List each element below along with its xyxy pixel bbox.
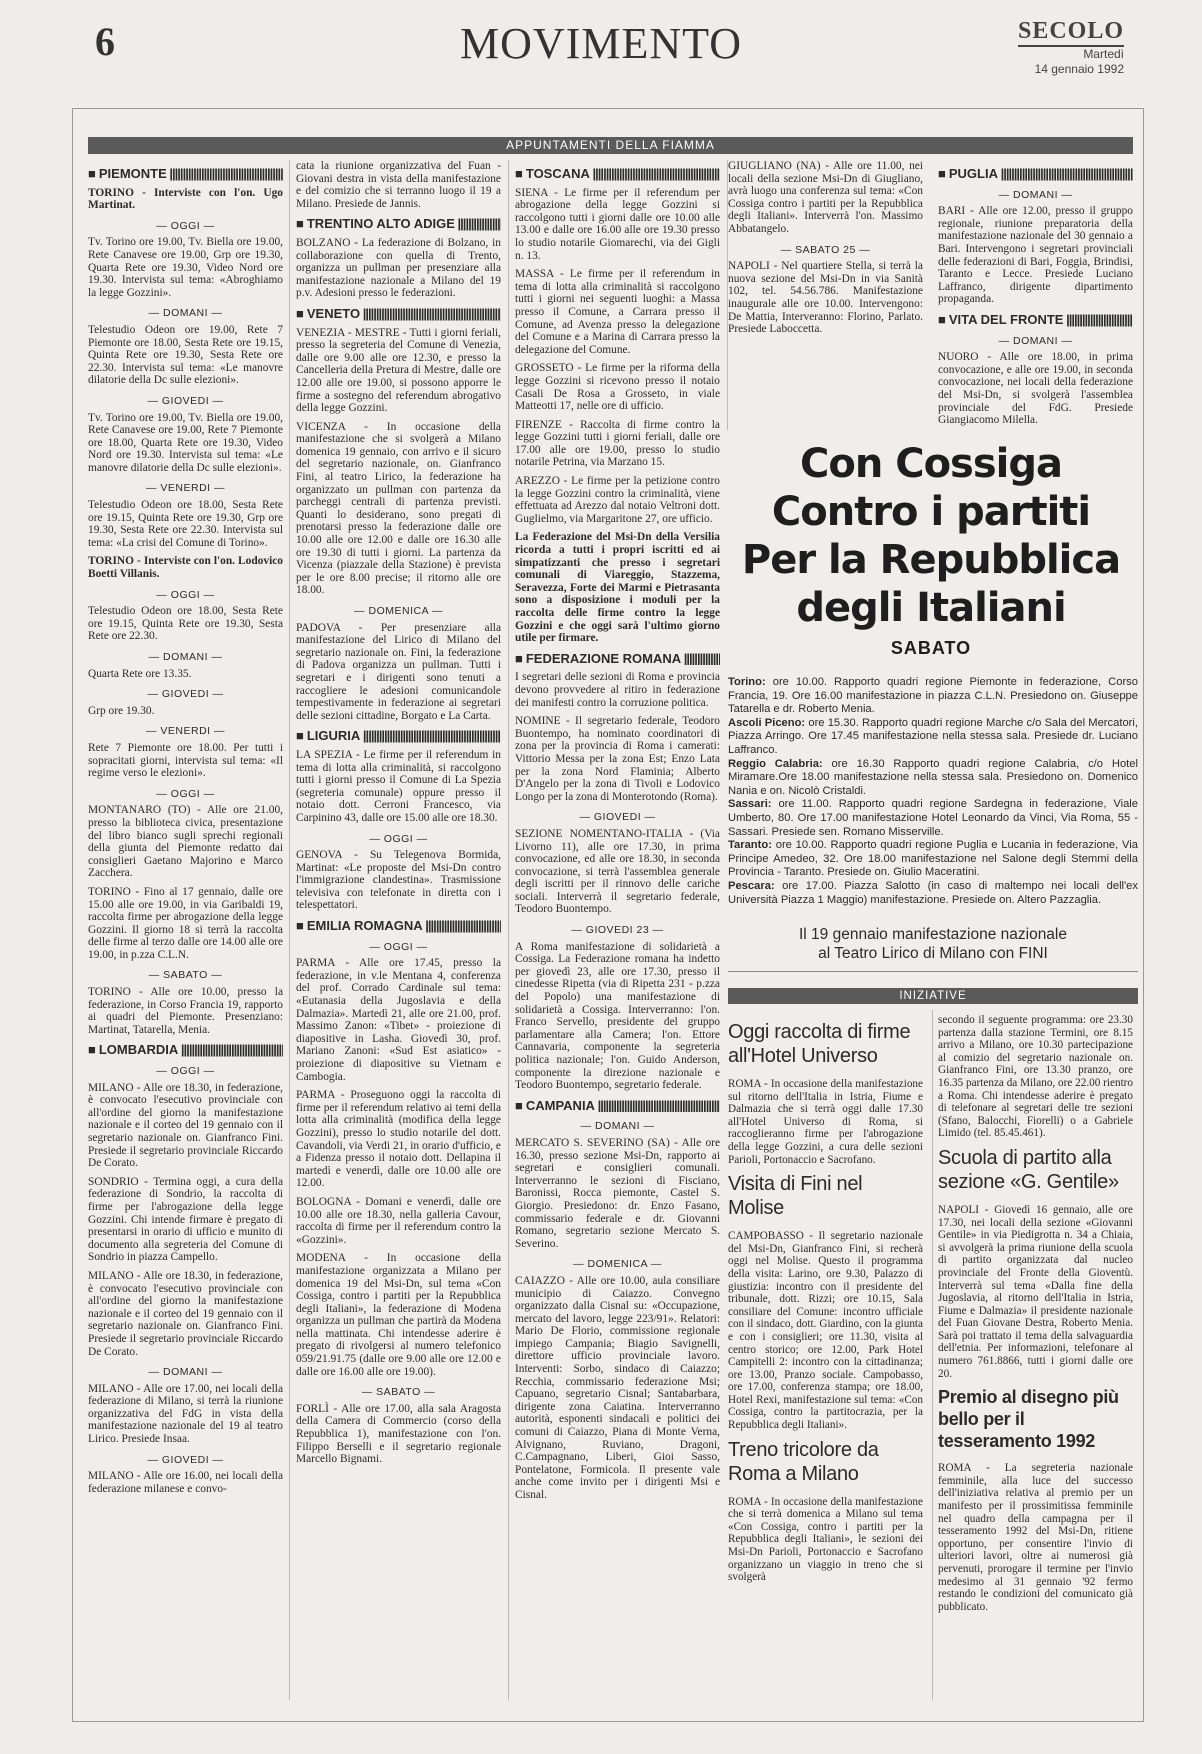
article-text: GROSSETO - Le firme per la riforma della legge Gozzini si ricevono presso il notaio Casali De Rosa a Grosseto, in viale Matteotti 17, nelle ore di ufficio. (515, 362, 720, 413)
article-text: NAPOLI - Nel quartiere Stella, si terrà la nuova sezione del Msi-Dn in via Sanità 102, tel. 54.56.786. Manifestazione inaugurale alle ore 10.00. Intervengono: De Mattia, Interveranno: Florino, Parlato. Presiede Laboccetta. (728, 260, 923, 336)
headline-line: Contro i partiti (771, 489, 1091, 535)
region-heading: ■ PUGLIA ||||||||||||||||||||||||||||||||||||||||||||||||||||||||||||||||||||||||||||| (938, 168, 1133, 181)
schedule-entry: Ascoli Piceno: ore 15.30. Rapporto quadri regione Marche c/o Sala del Mercatori, Piazza Arringo. Ore 17.45 manifestazione nella stessa sala. Presiede dr. Luciano Laffranco. (728, 716, 1138, 756)
appuntamenti-header: APPUNTAMENTI DELLA FIAMMA (88, 137, 1133, 154)
sabato-schedule (728, 676, 1138, 907)
article-text: TORINO - Alle ore 10.00, presso la federazione, in Corso Francia 19, rapporto ai quadri del Piemonte. Presenziano: Martinat, Tatarella, Menia. (88, 986, 283, 1036)
masthead-date: 14 gennaio 1992 (1034, 62, 1124, 76)
day-heading: — OGGI — (156, 787, 215, 800)
region-heading: ■ FEDERAZIONE ROMANA ||||||||||||||||||||||||||||||||||||||||||||||||||||||||||||||||||||||||||||| (515, 653, 720, 666)
article-text: PARMA - Proseguono oggi la raccolta di firme per il referendum relativo ai temi della lotta alla criminalità (modifica della legge Gozzini), presso lo studio notarile del dott. Cavandoli, via Verdi 21, in orario d'ufficio, e a Fidenza presso il notaio dott. Dellapina il martedì e venerdì, dalle ore 10.00 alle ore 12.00. (296, 1089, 501, 1190)
region-heading: ■ VENETO ||||||||||||||||||||||||||||||||||||||||||||||||||||||||||||||||||||||||||||| (296, 308, 501, 321)
article (88, 555, 283, 580)
column-2 (296, 160, 501, 1472)
banner-line: Il 19 gennaio manifestazione nazionale (799, 926, 1067, 943)
day-heading: — DOMANI — (148, 307, 223, 320)
article-text: SEZIONE NOMENTANO-ITALIA - (Via Livorno 11), alle ore 17.30, in prima convocazione, ed alle ore 18.30, in seconda convocazione, si terrà l'assemblea generale degli iscritti per il rinnovo delle cariche sociali. Interverrà il segretario federale, Teodoro Buontempo. (515, 827, 720, 916)
day-heading: — DOMANI — (148, 651, 223, 663)
masthead (1018, 18, 1124, 77)
article-text: TORINO - Interviste con l'on. Ugo Martinat. (88, 186, 283, 212)
day-heading: — OGGI — (156, 219, 215, 232)
article-text: PADOVA - Per presenziare alla manifestazione del Lirico di Milano del segretario nazionale on. Fini, la federazione di Padova organizza un pullman. Tutti i segretari e i dirigenti sono tenuti a raccogliere le adesioni comunicandole tempestivamente in federazione ai segretari delle sezioni cittadine, Borgato e La Carta. (296, 621, 501, 722)
column-4 (938, 160, 1133, 433)
article-text: GIUGLIANO (NA) - Alle ore 11.00, nei locali della sezione Msi-Dn di Giugliano, avrà luogo una conferenza sul tema: «Con Cossiga contro i partiti per la Repubblica degli Italiani». Interverrà l'on. Massimo Abbatangelo. (728, 160, 923, 235)
article-text: MILANO - Alle ore 18.30, in federazione, è convocato l'esecutivo provinciale con all'ordine del giorno la manifestazione nazionale e il corteo del 19 gennaio con il segretario nazionale on. Gianfranco Fini. Presiede il segretario provinciale Riccardo De Corato. (88, 1269, 283, 1358)
article-text: Telestudio Odeon ore 18.00, Sesta Rete ore 19.15, Quinta Rete ore 19.30, Grp ore 19.30, Sesta Rete ore 22.30. Intervista sul tema: «La crisi del Comune di Torino». (88, 499, 283, 549)
article-text: ROMA - In occasione della manifestazione sul ritorno dell'Italia in Istria, Fiume e Dalmazia che si terrà oggi dalle 17.30 all'Hotel Universo di Roma, si raccoglieranno firme per l'abrogazione della legge Gozzini, a cura delle sezioni Parioli, Portonaccio e Sacrofano. (728, 1078, 923, 1166)
section-title: MOVIMENTO (460, 19, 742, 68)
day-heading: — OGGI — (369, 940, 428, 953)
schedule-entry: Pescara: ore 17.00. Piazza Salotto (in caso di maltempo nei locali dell'ex Università Piazza 1 Maggio) manifestazione. Presiede on. Altero Pazzaglia. (728, 879, 1138, 906)
column-1 (88, 160, 283, 1501)
article-text: CAIAZZO - Alle ore 10.00, aula consiliare municipio di Caiazzo. Convegno organizzato dalla Cisnal su: «Occupazione, mercato del lavoro, legge 223/91». Relatori: Mario De Florio, commissione regionale impiego Campania; Biagio Savignelli, direttore ufficio provinciale lavoro. Interventi: Sorbo, sindaco di Caiazzo; Recchia, commissario federazione Msi; Capuano, segretario Cisnal; Santabarbara, dirigente zona Caiatina. Interverranno autorità, esponenti sindacali e politici dei comuni di Caiazzo, Piana di Monte Verna, Alvignano, Ruviano, Dragoni, C.Campagnano, Liberi, Gioi Sasso, Pontelatone, Formicola. Il presente vale anche come invito per i dirigenti Msi e Cisnal. (515, 1274, 720, 1501)
article-text: MASSA - Le firme per il referendum in tema di lotta alla criminalità si raccolgono tutti i giorni nei seguenti luoghi: a Massa presso il Comune, a Carrara presso il Comune, ad Avenza presso la delegazione del Comune e a Marina di Carrara presso la delegazione del Comune. (515, 268, 720, 356)
article-text: BOLZANO - La federazione di Bolzano, in collaborazione con quella di Trento, organizza un pullman per presenziare alla manifestazione nazionale a Milano del 19 p.v. Adesioni presso le federazioni. (296, 236, 501, 300)
day-heading: — SABATO — (361, 1386, 436, 1399)
article-text: GENOVA - Su Telegenova Bormida, Martinat: «Le proposte del Msi-Dn contro l'immigrazione clandestina». Trasmissione televisiva con telefonate in diretta con i telespettatori. (296, 849, 501, 912)
article-text: Telestudio Odeon ore 18.00, Sesta Rete ore 19.15, Quinta Rete ore 19.30, Sesta Rete ore 22.30. (88, 605, 283, 643)
day-heading: — DOMENICA — (573, 1258, 662, 1271)
day-heading: — GIOVEDI — (579, 811, 656, 824)
region-heading: ■ LOMBARDIA ||||||||||||||||||||||||||||||||||||||||||||||||||||||||||||||||||||||||||||| (88, 1044, 283, 1057)
article (88, 187, 283, 212)
region-heading: ■ EMILIA ROMAGNA ||||||||||||||||||||||||||||||||||||||||||||||||||||||||||||||||||||||||||||| (296, 920, 501, 933)
day-heading: — OGGI — (156, 588, 215, 601)
article-text: SONDRIO - Termina oggi, a cura della federazione di Sondrio, la raccolta di firme per l'abrogazione della legge Gozzini. Chi intende firmare è pregato di presentarsi in orario di ufficio e munito di documento alla segreteria del Comune di Sondrio in piazza Campello. (88, 1175, 283, 1264)
article-headline: Premio al disegno più bello per il tesseramento 1992 (938, 1387, 1119, 1452)
article-text: TORINO - Fino al 17 gennaio, dalle ore 15.00 alle ore 19.00, in via Garibaldi 19, raccolta firme per abrogazione della legge Gozzini. Il giorno 18 si terrà la raccolta delle firme al terzo dalle ore 14.00 alle ore 19.00, in p.zza C.L.N. (88, 885, 283, 961)
article-headline: Scuola di partito alla sezione «G. Gentile» (938, 1146, 1119, 1193)
column-rule (508, 160, 509, 1700)
article-text: Tv. Torino ore 19.00, Tv. Biella ore 19.00, Rete Canavese ore 19.00, Rete 7 Piemonte ore 18.00, Quarta Rete ore 19.30, Video Nord ore 19.30. Intervista sul tema: «Le manovre dilatorie della Dc sulle elezioni». (88, 411, 283, 474)
article-text: FORLÌ - Alle ore 17.00, alla sala Aragosta della Camera di Commercio (corso della Repubblica 1), manifestazione con l'on. Filippo Berselli e il segretario regionale Marcello Bignami. (296, 1402, 501, 1466)
article-headline: Treno tricolore da Roma a Milano (728, 1438, 879, 1485)
day-heading: — DOMANI — (148, 1366, 223, 1379)
day-heading: — DOMANI — (998, 334, 1073, 347)
article-text: NOMINE - Il segretario federale, Teodoro Buontempo, ha nominato coordinatori di zona per la provincia di Roma i camerati: Vittorio Messa per la zona Est; Enzo Lata per la zona Nord Flaminia; Alberto D'Angelo per la zona di Tivoli e Lodovico Longo per la zona di Monterotondo (Roma). (515, 715, 720, 803)
article-text: MILANO - Alle ore 16.00, nei locali della federazione milanese e convo- (88, 1470, 283, 1495)
day-heading: — GIOVEDI — (147, 1453, 224, 1466)
milano-banner (728, 925, 1138, 972)
article-text: ROMA - In occasione della manifestazione che si terrà domenica a Milano sul tema «Con Cossiga, contro i partiti per la Repubblica degli Italiani», le sezioni dei Msi-Dn Parioli, Portonaccio e Sacrofano organizzano un viaggio in treno che si svolgerà (728, 1495, 923, 1584)
column-3 (515, 160, 720, 1508)
article-text: I segretari delle sezioni di Roma e provincia devono provvedere al ritiro in federazione dei manifesti contro la corruzione politica. (515, 671, 720, 709)
iniziative-column-left (728, 1014, 923, 1590)
masthead-name: SECOLO (1018, 18, 1124, 47)
page-number: 6 (95, 19, 115, 64)
article-text: MERCATO S. SEVERINO (SA) - Alle ore 16.30, presso sezione Msi-Dn, rapporto ai segretari e consiglieri comunali. Interverranno le sezioni di Fisciano, Baronissi, Rocca piemonte, Castel S. Giorgio. Presiedono: dr. Enzo Fasano, commissario federale e dr. Giovanni Romano, segretario sezione Mercato S. Severino. (515, 1136, 720, 1250)
article-text: secondo il seguente programma: ore 23.30 partenza dalla stazione Termini, ore 8.15 arrivo a Milano, ore 10.30 partecipazione al comizio del segretario nazionale on. Gianfranco Fini, ore 13.30 pranzo, ore 16.35 partenza da Milano, ore 22.00 rientro a Roma. Chi intendesse aderire è pregato di telefonare al segretari delle tre sezioni (Sfano, Balocchi, Fiorelli) o a Gabriele Limido (tel. 85.45.461). (938, 1014, 1133, 1140)
article-text: PARMA - Alle ore 17.45, presso la federazione, in v.le Mentana 4, conferenza del prof. Corrado Cardinale sul tema: «Eutanasia della Jugoslavia e della Dalmazia». Martedì 21, alle ore 21.00, prof. Massimo Zanon: «Tibet» - proiezione di diapositive in Lasha. Giovedì 30, prof. Mariano Zanoni: «Sud Est asiatico» - proiezione di diapositive su Vietnam e Cambogia. (296, 957, 501, 1083)
schedule-entry: Sassari: ore 11.00. Rapporto quadri regione Sardegna in federazione, Viale Umberto, 80. Ore 17.00 manifestazione Hotel Leonardo da Vinci, Via Roma, 55 - Sassari. Presiede sen. Romano Misserville. (728, 798, 1138, 838)
article-text: MILANO - Alle ore 18.30, in federazione, è convocato l'esecutivo provinciale con all'ordine del giorno la manifestazione nazionale e il corteo del 19 gennaio con il segretario nazionale on. Gianfranco Fini. Presiede il segretario provinciale Riccardo De Corato. (88, 1081, 283, 1170)
article-text: La Federazione del Msi-Dn della Versilia ricorda a tutti i propri iscritti ed ai simpatizzanti che presso i segretari comunali di Viareggio, Stazzema, Seravezza, Forte dei Marmi e Pietrasanta sono a disposizione i moduli per la raccolta delle firme contro la legge Gozzini e che oggi sarà l'ultimo giorno utile per firmare. (515, 531, 720, 645)
day-heading: — SABATO — (148, 969, 223, 982)
article-text: FIRENZE - Raccolta di firme contro la legge Gozzini tutti i giorni feriali, dalle ore 17.00 alle ore 19.00, presso lo studio notarile Petrina, via Marzano 15. (515, 418, 720, 469)
article-text: MILANO - Alle ore 17.00, nei locali della federazione di Milano, si terrà la riunione organizzativa del FdG in vista della manifestazione nazionale del 19 al teatro Lirico. Presiede Insaa. (88, 1382, 283, 1446)
article-text: Grp ore 19.30. (88, 704, 155, 717)
article-text: MONTANARO (TO) - Alle ore 21.00, presso la biblioteca civica, presentazione del libro bianco sugli sprechi regionali della giunta del Piemonte redatto dai consiglieri Gaetano Majorino e Marco Zacchera. (88, 804, 283, 880)
region-heading: ■ LIGURIA ||||||||||||||||||||||||||||||||||||||||||||||||||||||||||||||||||||||||||||| (296, 730, 501, 743)
sabato-subheading: SABATO (890, 638, 972, 658)
day-heading: — DOMANI — (998, 188, 1073, 201)
article-text: ROMA - La segreteria nazionale femminile, alla luce del successo dell'iniziativa relativa al premio per un manifesto per il prossimitissa femminile nel quadro della campagna per il tesseramento 1992 del Msi-Dn, ritiene opportuno, per consentire l'invio di ulteriori lavori, oltre ai numerosi già pervenuti, prorogare il termine per l'invio medesimo al 31 gennaio '92 fermo restando le condizioni del comunicato già pubblicato. (938, 1462, 1133, 1613)
headline-line: degli Italiani (796, 585, 1066, 631)
article-text: LA SPEZIA - Le firme per il referendum in tema di lotta alla criminalità, si raccolgono tutti i giorni presso il Comune di La Spezia (segreteria comunale) oppure presso il notaio dott. Cerroni Francesco, via Carpinino 43, dalle ore 15.00 alle ore 18.30. (296, 748, 501, 824)
article-text: Tv. Torino ore 19.00, Tv. Biella ore 19.00, Rete Canavese ore 19.00, Grp ore 19.30, Quarta Rete ore 19.30, Video Nord ore 19.30. Intervista sul tema: «Abroghiamo la legge Gozzini». (88, 236, 283, 299)
article-text: Telestudio Odeon ore 19.00, Rete 7 Piemonte ore 18.00, Sesta Rete ore 19.15, Quinta Rete ore 19.30, Sesta Rete ore 22.30. Intervista sul tema: «Le manovre dilatorie della Dc sulle elezioni». (88, 323, 283, 387)
article-text: NAPOLI - Giovedì 16 gennaio, alle ore 17.30, nei locali della sezione «Giovanni Gentile» in via Piedigrotta n. 34 a Chiaia, si avvolgerà la prima riunione della scuola di partito organizzata dal nucleo provinciale del Fronte della Gioventù. Interverrà sul tema «Dalla fine della Jugoslavia, al ritorno dell'Italia in Istria, Fiume e Dalmazia» il presidente nazionale del Fuan Giovane Destra, Roberto Menia. Sarà poi trattato il tema della salvaguardia dell'etnia. Per informazioni, telefonare al numero 761.8866, tutti i giorni dalle ore 20. (938, 1203, 1133, 1380)
headline-line: Con Cossiga (799, 441, 1063, 487)
article-text: TORINO - Interviste con l'on. Lodovico Boetti Villanis. (88, 555, 283, 581)
region-heading: ■ TRENTINO ALTO ADIGE ||||||||||||||||||||||||||||||||||||||||||||||||||||||||||||||||||||||||||||| (296, 218, 501, 231)
article-text: BOLOGNA - Domani e venerdì, dalle ore 10.00 alle ore 18.30, nella galleria Cavour, raccolta di firme per il referendum contro la «Gozzini». (296, 1195, 501, 1246)
day-heading: — GIOVEDI — (147, 394, 224, 407)
day-heading: — DOMENICA — (354, 605, 443, 617)
iniziative-column-right (938, 1014, 1133, 1619)
article-text: cata la riunione organizzativa del Fuan - Giovani destra in vista della manifestazione e del comizio che si terranno luogo il 19 a Milano. Presiede de Jannis. (296, 160, 501, 210)
day-heading: — GIOVEDI 23 — (571, 924, 664, 937)
day-heading: — VENERDI — (145, 725, 225, 738)
masthead-weekday: Martedì (1083, 47, 1124, 61)
article-text: Rete 7 Piemonte ore 18.00. Per tutti i sopracitati giorni, intervista sul tema: «Il regime verso le elezioni». (88, 741, 283, 780)
region-heading: ■ VITA DEL FRONTE ||||||||||||||||||||||||||||||||||||||||||||||||||||||||||||||||||||||||||||| (938, 314, 1133, 327)
article-text: BARI - Alle ore 12.00, presso il gruppo regionale, riunione preparatoria della manifestazione nazionale del 30 gennaio a Bari. Intervengono i segretari provinciali delle federazioni di Bari, Foggia, Brindisi, Taranto e Lecce. Presiede Luciano Laffranco, dirigente dipartimento propaganda. (938, 205, 1133, 306)
region-heading: ■ CAMPANIA ||||||||||||||||||||||||||||||||||||||||||||||||||||||||||||||||||||||||||||| (515, 1100, 720, 1113)
day-heading: — OGGI — (369, 832, 428, 845)
article (515, 531, 720, 644)
column-rule (289, 160, 290, 1700)
article-text: AREZZO - Le firme per la petizione contro la legge Gozzini contro la criminalità, viene effettuata ad Arezzo dal notaio Veltroni dott. Guglielmo, via Margaritone 27, ore ufficio. (515, 475, 720, 525)
schedule-entry: Taranto: ore 10.00. Rapporto quadri regione Puglia e Lucania in federazione, Via Principe Amedeo, 32. Ore 18.00 manifestazione nel Salone degli Stemmi della Provincia - Taranto. Presiede on. Giulio Maceratini. (728, 839, 1139, 879)
day-heading: — DOMANI — (580, 1120, 655, 1133)
day-heading: — VENERDI — (145, 482, 225, 495)
schedule-entry: Reggio Calabria: ore 16.30 Rapporto quadri regione Calabria, c/o Hotel Miramare.Ore 18.00 manifestazione nella stessa sala. Presiedono on. Domenico Nania e on. Nicolò Cristaldi. (728, 757, 1138, 797)
region-heading: ■ PIEMONTE ||||||||||||||||||||||||||||||||||||||||||||||||||||||||||||||||||||||||||||| (88, 168, 283, 181)
article-text: VENEZIA - MESTRE - Tutti i giorni feriali, presso la segreteria del Comune di Venezia, dalle ore 9.00 alle ore 12.30, e presso la Cancelleria della Pretura di Mestre, dalle ore 12.00 alle ore 19.00, si possono apporre le firme a sostegno del referendum abrogativo della legge Gozzini. (296, 326, 501, 415)
day-heading: — SABATO 25 — (780, 243, 871, 256)
column-rule (932, 1010, 933, 1700)
article-text: NUORO - Alle ore 18.00, in prima convocazione, e alle ore 19.00, in seconda convocazione, nei locali della federazione del Msi-Dn, si svolgerà l'assemblea provinciale del FdG. Presiede Giangiacomo Milella. (938, 351, 1133, 427)
schedule-entry: Torino: ore 10.00. Rapporto quadri regione Piemonte in federazione, Corso Francia, 19. Ore 16.00 manifestazione in piazza C.L.N. Presiedono on. Giuseppe Tatarella e dr. Roberto Menia. (728, 676, 1138, 716)
column-3-continuation (728, 160, 923, 342)
article-text: VICENZA - In occasione della manifestazione che si svolgerà a Milano domenica 19 gennaio, con arrivo e il sicuro del segretario nazionale, on. Gianfranco Fini, al teatro Lirico, la federazione ha organizzato un pullman con partenza da parcheggi centrali di partenza previsti. Quanti lo desiderano, sono pregati di prenotarsi presso la federazione dalle ore 10.00 alle ore 12.00 e dalle ore 16.30 alle ore 19.30 di tutti i giorni. La partenza da Vicenza (piazzale della Stazione) è prevista per le ore 8.00 precise; il ritorno alle ore 18.00. (296, 420, 501, 597)
day-heading: — OGGI — (156, 1065, 215, 1078)
day-heading: — GIOVEDI — (147, 688, 224, 701)
article-headline: Visita di Fini nel Molise (728, 1173, 863, 1220)
region-heading: ■ TOSCANA ||||||||||||||||||||||||||||||||||||||||||||||||||||||||||||||||||||||||||||| (515, 168, 720, 181)
article-text: MODENA - In occasione della manifestazione organizzata a Milano per domenica 19 del Msi-Dn, sul tema «Con Cossiga, contro i partiti per la Repubblica degli Italiani», la federazione di Modena organizza un pullman che partirà da Modena nella mattinata. Chi intendesse aderire è pregato di rivolgersi al numero telefonico 059/21.91.75 (dalle ore 9.00 alle ore 12.00 e dalle ore 16.00 alle ore 19.00). (296, 1252, 501, 1378)
article-text: A Roma manifestazione di solidarietà a Cossiga. La Federazione romana ha indetto per giovedì 23, alle ore 17.30, presso il cinedesse Ripetta (via di Ripetta 231 - p.zza del Popolo) una manifestazione di solidarietà a Cossiga. Interverranno: l'on. Franco Servello, presidente del gruppo parlamentare alla Camera; l'on. Ettore Cannavaria, componente la segreteria politica nazionale; l'on. Guido Anderson, componente la direzione nazionale e Teodoro Buontempo, segretario federale. (515, 940, 720, 1092)
cossiga-headline (726, 440, 1136, 659)
iniziative-header: INIZIATIVE (728, 988, 1138, 1004)
article-text: Quarta Rete ore 13.35. (88, 667, 192, 680)
article-text: CAMPOBASSO - Il segretario nazionale del Msi-Dn, Gianfranco Fini, si recherà oggi nel Molise. Questo il programma della visita: Larino, ore 9.30, Palazzo di giustizia: incontro con il presidente del tribunale, dott. Rizzi; ore 10.15, Sala consiliare del Comune: incontro ufficiale con il sindaco, dott. Giardino, con la giunta e con i consiglieri; ore 11.30, visita al centro storico; ore 12.00, Park Hotel Campitelli 2: incontro con la cittadinanza; ore 13.00, Pranzo sociale. Campobasso, ore 17.00, conferenza stampa; ore 18.00, Hotel Rexi, manifestazione sul tema: «Con Cossiga, contro la partitocrazia, per la Repubblica degli Italiani». (728, 1230, 923, 1432)
article-headline: Oggi raccolta di firme all'Hotel Universo (728, 1021, 911, 1067)
article-text: SIENA - Le firme per il referendum per abrogazione della legge Gozzini si raccolgono tutti i giorni dalle ore 10.00 alle 13.00 e dalle ore 16.00 alle ore 19.30 presso lo studio notarile Giomarechi, via dei Gigli n. 13. (515, 186, 720, 262)
headline-line: Per la Repubblica (741, 537, 1121, 583)
banner-line: al Teatro Lirico di Milano con FINI (818, 945, 1048, 962)
